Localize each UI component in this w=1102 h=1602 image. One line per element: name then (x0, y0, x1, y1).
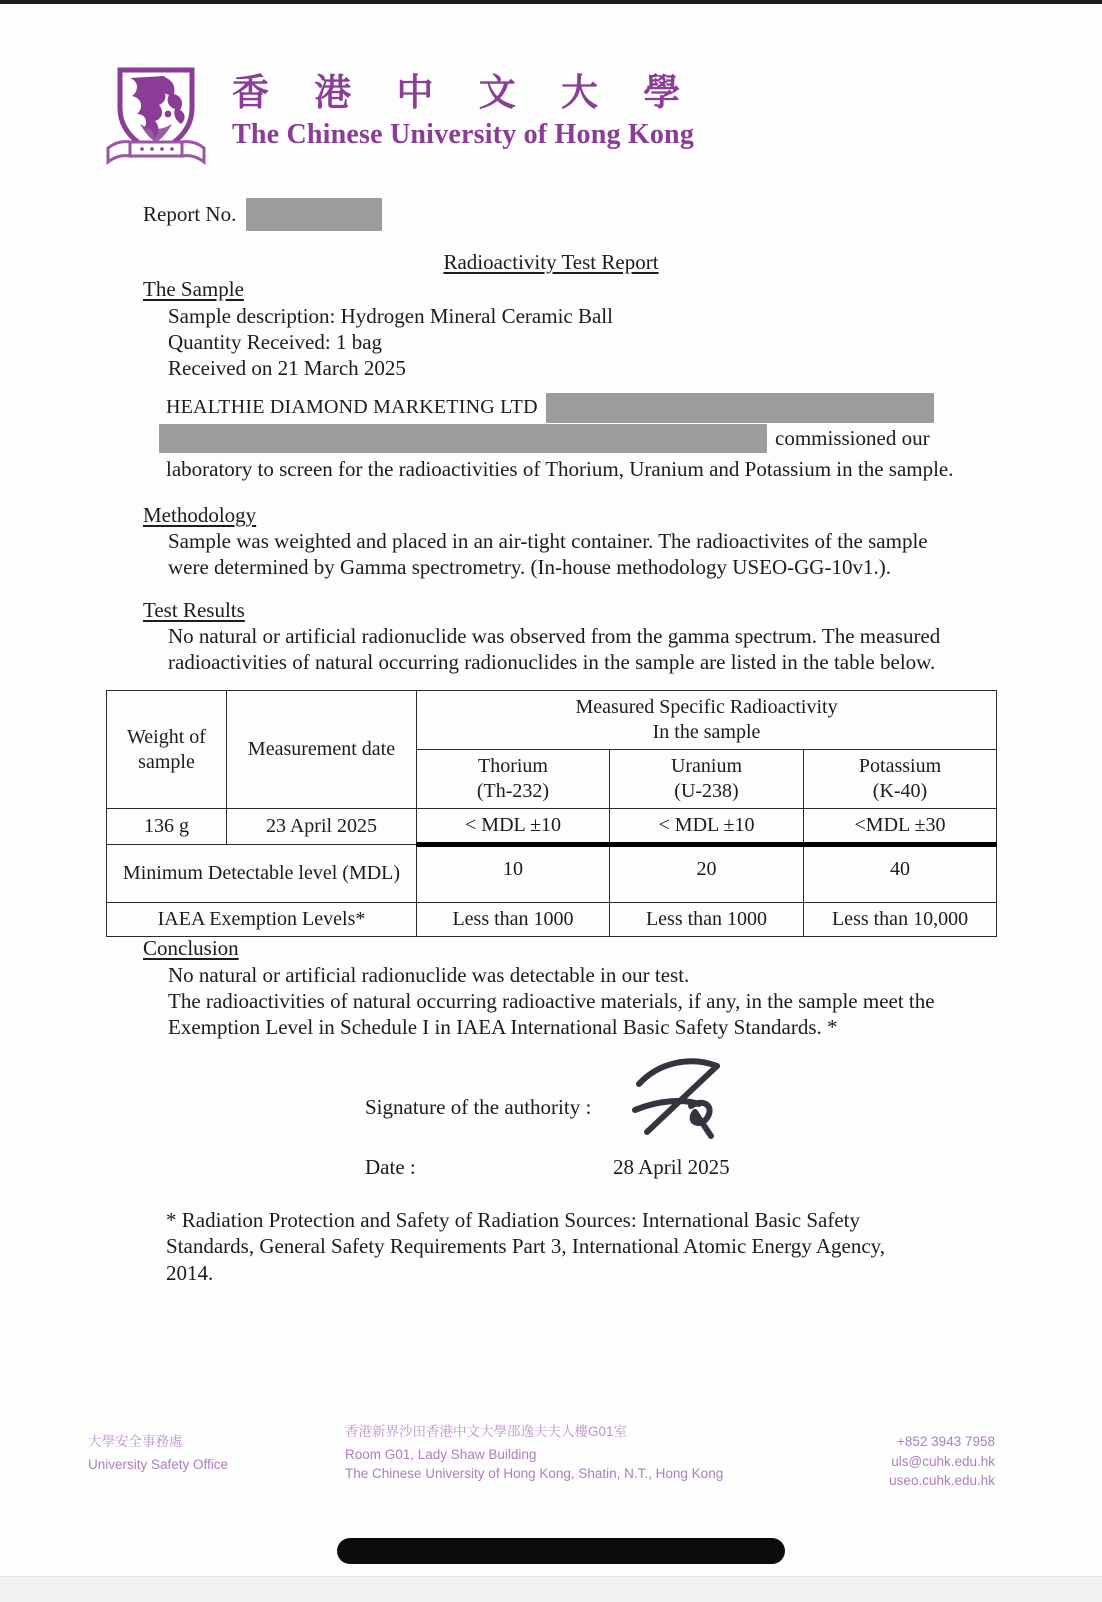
sample-thorium-value: < MDL ±10 (417, 809, 610, 845)
conclusion-heading: Conclusion (143, 936, 239, 960)
client-address-redaction-1 (546, 393, 934, 423)
date-row (365, 1155, 730, 1180)
footer-contact (889, 1432, 995, 1491)
iaea-potassium-value: Less than 10,000 (804, 903, 997, 937)
results-table (106, 690, 997, 937)
mdl-uranium-value: 20 (610, 845, 804, 903)
footer-address-en2: The Chinese University of Hong Kong, Shatin, N.T., Hong Kong (345, 1466, 724, 1482)
client-commissioned-text: commissioned our (775, 426, 930, 450)
measured-group-line-1: Measured Specific Radioactivity (575, 696, 838, 718)
footnote-line-3: 2014. (166, 1260, 214, 1285)
client-continuation-line: laboratory to screen for the radioactivities of Thorium, Uranium and Potassium in the sample. (166, 457, 954, 481)
potassium-name: Potassium (858, 755, 942, 777)
measured-group-line-2: In the sample (652, 721, 761, 743)
footer-office-zh: 大學安全事務處 (88, 1434, 183, 1449)
potassium-isotope: (K-40) (872, 780, 928, 802)
test-results-line-2: radioactivities of natural occurring radionuclides in the sample are listed in the table below. (168, 650, 936, 674)
client-address-redaction-2 (159, 424, 767, 453)
sample-description: Sample description: Hydrogen Mineral Ceramic Ball (168, 304, 613, 328)
conclusion-line-3: Exemption Level in Schedule I in IAEA International Basic Safety Standards. * (168, 1015, 838, 1039)
mdl-label-cell: Minimum Detectable level (MDL) (107, 845, 417, 903)
university-brand (100, 62, 698, 170)
iaea-uranium-value: Less than 1000 (610, 903, 804, 937)
col-header-thorium (417, 750, 610, 809)
sample-uranium-value: < MDL ±10 (610, 809, 804, 845)
table-row-iaea (107, 903, 997, 937)
uranium-isotope: (U-238) (674, 780, 739, 802)
col-header-potassium (804, 750, 997, 809)
report-no-label: Report No. (143, 202, 237, 227)
footer-office (88, 1432, 228, 1474)
conclusion-line-2: The radioactivities of natural occurring radioactive materials, if any, in the sample meet the (168, 989, 935, 1013)
col-header-weight: Weight of sample (107, 691, 227, 809)
cuhk-crest-icon (100, 62, 212, 170)
footnote-line-2: Standards, General Safety Requirements Part 3, International Atomic Energy Agency, (166, 1234, 886, 1259)
iaea-label-cell: IAEA Exemption Levels* (107, 903, 417, 937)
screen-bottom-strip (0, 1576, 1102, 1602)
sample-received-date: Received on 21 March 2025 (168, 356, 406, 380)
mdl-potassium-value: 40 (804, 845, 997, 903)
footnote-line-1: * Radiation Protection and Safety of Radiation Sources: International Basic Safety (166, 1208, 860, 1232)
sample-quantity: Quantity Received: 1 bag (168, 330, 383, 354)
methodology-heading: Methodology (143, 503, 257, 527)
test-results-line-1: No natural or artificial radionuclide was observed from the gamma spectrum. The measured (168, 624, 941, 648)
home-indicator-bar[interactable] (337, 1538, 785, 1564)
date-label: Date : (365, 1155, 416, 1179)
footer-email: uls@cuhk.edu.hk (891, 1453, 995, 1469)
footer-address-zh: 香港新界沙田香港中文大學邵逸夫夫人樓G01室 (345, 1424, 628, 1439)
table-row-sample (107, 809, 997, 845)
university-name-en: The Chinese University of Hong Kong (232, 118, 695, 150)
col-header-measured-group (417, 691, 997, 750)
test-results-heading: Test Results (143, 598, 245, 622)
methodology-line-1: Sample was weighted and placed in an air-tight container. The radioactivites of the sample (168, 529, 928, 553)
iaea-thorium-value: Less than 1000 (417, 903, 610, 937)
footer-address-en1: Room G01, Lady Shaw Building (345, 1446, 537, 1462)
report-page (0, 4, 1102, 1576)
sample-heading: The Sample (143, 277, 244, 301)
signature-icon (625, 1054, 735, 1142)
footer-phone: +852 3943 7958 (897, 1434, 995, 1449)
report-title: Radioactivity Test Report (443, 250, 659, 274)
signature-row (365, 1072, 735, 1142)
report-number-row (143, 198, 382, 231)
thorium-isotope: (Th-232) (476, 780, 550, 802)
footer-office-en: University Safety Office (88, 1456, 229, 1472)
date-value: 28 April 2025 (613, 1155, 730, 1179)
col-header-date: Measurement date (227, 691, 417, 809)
mdl-thorium-value: 10 (417, 845, 610, 903)
university-name-zh: 香 港 中 文 大 學 (232, 73, 699, 114)
sample-potassium-value: <MDL ±30 (804, 809, 997, 845)
footer-website: useo.cuhk.edu.hk (889, 1473, 995, 1489)
methodology-line-2: were determined by Gamma spectrometry. (In-house methodology USEO-GG-10v1.). (168, 555, 891, 579)
report-no-redaction (246, 198, 382, 231)
table-row-mdl (107, 845, 997, 903)
col-header-uranium (610, 750, 804, 809)
footnote (166, 1207, 885, 1286)
uranium-name: Uranium (670, 755, 743, 777)
client-block (166, 392, 954, 482)
sample-date-cell: 23 April 2025 (227, 809, 417, 845)
footer-address (345, 1422, 723, 1484)
sample-weight-cell: 136 g (107, 809, 227, 845)
conclusion-line-1: No natural or artificial radionuclide was detectable in our test. (168, 963, 690, 987)
signature-label: Signature of the authority : (365, 1094, 592, 1119)
thorium-name: Thorium (478, 755, 548, 777)
client-company-name: HEALTHIE DIAMOND MARKETING LTD (166, 396, 538, 418)
